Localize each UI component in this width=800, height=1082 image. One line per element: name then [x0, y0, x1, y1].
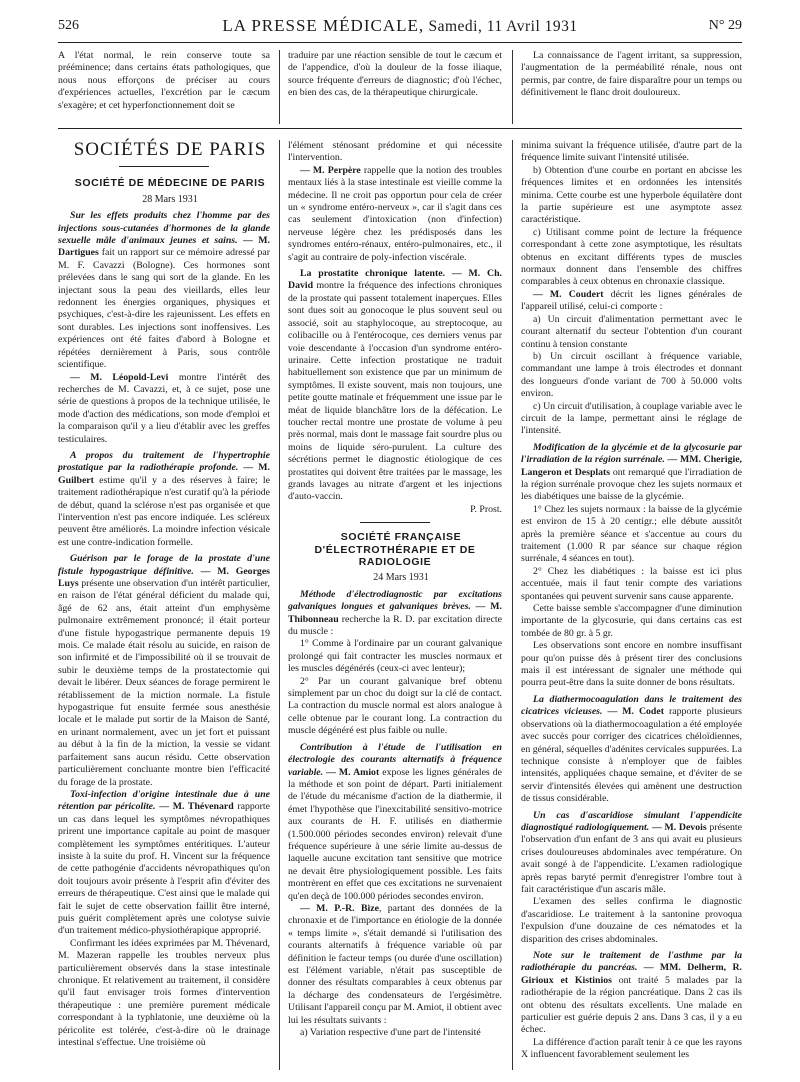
society-heading: SOCIÉTÉ FRANÇAISE D'ÉLECTROTHÉRAPIE ET DE RADIOLOGIE: [314, 531, 476, 568]
paragraph: l'élément sténosant prédomine et qui nécessite l'intervention.: [288, 140, 502, 164]
article: Contribution à l'étude de l'utilisation en électrologie des courants alternatifs à fréquence variable. — M. Amiot expose les lignes générales de la méthode et son point de départ. Parti initialement de l'étude du mécanisme d'action de la diathermie, il émet l'hypothèse que l'inexcitabilité sensitivo-motrice aux courants de H. F. utilisés en diathermie (1.500.000 périodes secondes environ) relevait d'une fréquence supérieure à une série limite au-dessus de laquelle aucune excitation tant sensitive que motrice ne devait être physiologiquement possible. Les faits montrèrent en effet que ces excitations ne survenaient qu'en deçà de 100.000 périodes secondes environ.: [288, 741, 502, 902]
column-divider: [512, 50, 513, 124]
paragraph: L'examen des selles confirma le diagnostic d'ascaridiose. Le traitement à la santonine provoqua l'expulsion d'une douzaine de ces nématodes et la disparition des crises abdominales.: [521, 896, 742, 945]
column-divider: [279, 140, 280, 1070]
list-item: b) Obtention d'une courbe en portant en abcisse les fréquences limites et en ordonnées les intensités minima. Cette courbe est une hyperbole équilatère dont la partie supérieure est une asymptote assez caractéristique.: [521, 164, 742, 226]
article: — M. Léopold-Levi montre l'intérêt des recherches de M. Cavazzi, et, à ce sujet, pose une série de questions à propos de la technique utilisée, le mode d'action des médications, son mode d'emploi et la comparaison qu'il y a lieu d'établir avec les greffes testiculaires.: [58, 371, 270, 445]
article: Sur les effets produits chez l'homme par des injections sous-cutanées d'hormones de la glande sexuelle mâle d'animaux jeunes et sains. — M. Dartigues fait un rapport sur ce mémoire adressé par M. F. Cavazzi (Bologne). Ces hormones sont prélevées dans le sang qui sort de la glande. En les injectant sous la peau des vieillards, elles leur redonnent les énergies organiques, physiques et psychiques, c'est-à-dire les rajeunissent. Les effets en sont durables. Les injections sont inoffensives. Les expériences ont été faites d'abord à Bologne et répétées dernièrement à Paris, sous contrôle scientifique.: [58, 210, 270, 371]
top-col-3: [521, 50, 742, 100]
article: A propos du traitement de l'hypertrophie prostatique par la radiothérapie profonde. — M. Guilbert estime qu'il y a des réserves à faire; le traitement radiothérapique n'est curatif qu'à la période de début, quand la sclérose n'est pas organisée et que l'intervention n'est pas encore indiquée. Les scléreux peuvent être améliorés. La moindre infection vésicale est une contre-indication formelle.: [58, 449, 270, 548]
paragraph: Confirmant les idées exprimées par M. Thévenard, M. Mazeran rappelle les troubles nerveux plus particulièrement observés dans la stase intestinale chronique. Et relativement au traitement, il considère qu'il faut envisager trois formes d'intervention thérapeutique : une première purement médicale correspondant à la typhlatonie, une deuxième où la péricolite est tolérée, c'est-à-dire où le drainage intestinal s'effectue. Une troisième où: [58, 937, 270, 1049]
list-item: c) Utilisant comme point de lecture la fréquence correspondant à cette zone asymptotique, les résultats obtenus en excitant différents types de muscles normaux donnent dans l'ensemble des chiffres comparables à ceux obtenus en chronaxie classique.: [521, 226, 742, 288]
header-rule: [58, 42, 742, 43]
article: La prostatite chronique latente. — M. Ch. David montre la fréquence des infections chroniques de la prostate qui passent totalement inaperçues. Elles sont dues soit au gonocoque le plus souvent seul ou associé, soit au staphylocoque, au streptocoque, au colibacille ou à l'entérocoque, ces derniers venus par voie descendante à l'occasion d'un syndrome entéro-urinaire. Cette infection prostatique ne traduit habituellement son existence que par un minimum de symptômes. Il existe souvent, mais non toujours, une petite goutte matinale et fréquemment une issue par le méat de liquide blanchâtre lors de la défécation. Le toucher rectal montre une prostate de volume à peu près normal, mais dont le massage fait sourdre plus ou moins de liquide séro-purulent. La culture des sécrétions permet le diagnostic étiologique de ces prostatites qui doivent être traitées par le massage, les grands lavages au nitrate d'argent et les injections d'auto-vaccin.: [288, 268, 502, 503]
list-item: 2° Par un courant galvanique bref obtenu simplement par un choc du doigt sur la clé de contact. La contraction du muscle normal est alors analogue à celle obtenue par le courant long. La contraction du muscle dégénéré est plus faible ou nulle.: [288, 675, 502, 737]
top-col-1: [58, 50, 270, 112]
issue-number: N° 29: [708, 18, 742, 33]
column-3: [521, 140, 742, 1062]
article: — M. P.-R. Bize, partant des données de la chronaxie et de l'importance en étiologie de la donnée « temps limite », s'était demandé si l'utilisation des courants alternatifs à fréquence variable où par définition le facteur temps (ou durée d'une oscillation) est l'élément variable, n'était pas susceptible de donner des résultats comparables à ceux obtenus par la décharge des condensateurs de l'ergésimètre. Utilisant l'appareil conçu par M. Amiot, il obtient avec lui les résultats suivants :: [288, 902, 502, 1026]
column-2: [288, 140, 502, 1039]
article: — M. Coudert décrit les lignes générales de l'appareil utilisé, celui-ci comporte :: [521, 288, 742, 313]
list-item: a) Variation respective d'une part de l'intensité: [300, 1027, 481, 1039]
list-item: b) Un circuit oscillant à fréquence variable, commandant une lampe à trois électrodes et donnant des longueurs d'onde variant de 700 à 50.000 volts environ.: [521, 350, 742, 400]
session-date: 24 Mars 1931: [373, 572, 429, 584]
top-col-2: [288, 50, 502, 100]
article: Note sur le traitement de l'asthme par la radiothérapie du pancréas. — MM. Delherm, R. Girioux et Kistinios ont traité 5 malades par la radiothérapie de la région pancréatique. Dans 2 cas ils ont obtenu des résultats excellents. Une malade en particulier est guérie depuis 2 ans. Dans 3 cas, il y a eu échec.: [521, 950, 742, 1036]
list-item: 1° Chez les sujets normaux : la baisse de la glycémie est environ de 15 à 20 centigr.; elle débute aussitôt après la première séance et s'accentue au cours du traitement (1.000 R par séance sur chaque région surrénale, 4 séances en tout).: [521, 503, 742, 565]
issue-date: Samedi, 11 Avril 1931: [428, 18, 578, 35]
page-header: [58, 18, 742, 40]
article: Guérison par le forage de la prostate d'une fistule hypogastrique définitive. — M. Georges Luys présente une observation d'un intérêt particulier, en raison de l'état général déficient du malade qui, âgé de 62 ans, était atteint d'un emphysème pulmonaire extrêmement prononcé; il était porteur d'une fistule hypogastrique permanente depuis 19 mois. Ce malade était résolu au suicide, en raison de son infirmité et de l'impossibilité où il se trouvait de subir le deuxième temps de la prostatectomie qui devait le libérer. Deux séances de forage permirent le rétablissement de la miction normale. La fistule hypogastrique fut ensuite fermée sous anesthésie locale et le malade put sortir de la Maison de Santé, en urinant normalement, avec un jet fort et puissant au début à la fin de la miction, la vessie se vidant parfaitement sans aucun résidu. Cette observation particulièrement concluante montre bien l'efficacité du forage de la prostate.: [58, 553, 270, 788]
paragraph: Les observations sont encore en nombre insuffisant pour qu'on puisse dès à présent tirer des conclusions mais il est intéressant de signaler une méthode qui pourra peut-être dans la suite donner de bons résultats.: [521, 640, 742, 689]
section-title: SOCIÉTÉS DE PARIS: [73, 139, 267, 160]
journal-title: [58, 16, 742, 36]
list-item: c) Un circuit d'utilisation, à couplage variable avec le circuit de la lampe, permettant ainsi le réglage de l'intensité.: [521, 400, 742, 437]
top-text-1: A l'état normal, le rein conserve toute sa prééminence; dans certains états pathologiques, que nous nous efforçons de préciser au cours d'expériences actuelles, l'excrétion par le cæcum s'exagère; et cet hyperfonctionnement doit se: [58, 50, 270, 111]
page-number: 526: [58, 18, 79, 33]
list-item: 1° Comme à l'ordinaire par un courant galvanique prolongé qui fait contracter les muscles normaux et les muscles dégénérés (ceux-ci avec lenteur);: [288, 638, 502, 675]
paragraph: minima suivant la fréquence utilisée, d'autre part de la fréquence limite suivant l'intensité utilisée.: [521, 140, 742, 164]
article: La diathermocoagulation dans le traitement des cicatrices vicieuses. — M. Codet rapporte plusieurs observations où la diathermocoagulation a été employée avec succès pour corriger des cicatrices chéloïdiennes, en général, séquelles d'adénites cervicales suppurées. La technique consiste à n'employer que de faibles intensités, appliquées chaque semaine, et d'éviter de se servir d'intensités élevées qui amènent une destruction de tissus considérable.: [521, 693, 743, 805]
column-1: [58, 140, 270, 1049]
top-text-2: traduire par une réaction sensible de tout le cæcum et de l'appendice, d'où la douleur de la fosse iliaque, source fréquente d'erreurs de diagnostic; d'où l'échec, en bien des cas, de la thérapeutique chirurgicale.: [288, 50, 502, 99]
society-heading: SOCIÉTÉ DE MÉDECINE DE PARIS: [74, 177, 266, 190]
article: Un cas d'ascaridiose simulant l'appendicite diagnostiqué radiologiquement. — M. Devois présente l'observation d'un enfant de 3 ans qui avait eu plusieurs crises douloureuses abdominales avec température. On avait songé à de l'appendicite. L'examen radiologique après repas baryté permit d'enregistrer l'ombre tout à fait caractéristique d'un ascaris mâle.: [521, 809, 743, 895]
section-rule: [58, 128, 742, 129]
list-item: a) Un circuit d'alimentation permettant avec le courant alternatif du secteur l'obtention d'un courant continu à tension constante: [521, 313, 742, 350]
list-item: 2° Chez les diabétiques : la baisse est ici plus accentuée, mais il faut tenir compte des variations spontanées qui peuvent survenir sans cause apparente.: [521, 565, 742, 602]
session-date: 28 Mars 1931: [142, 193, 198, 205]
article: Modification de la glycémie et de la glycosurie par l'irradiation de la région surrénale. — MM. Cherigie, Langeron et Desplats ont remarqué que l'irradiation de la région surrénale provoque chez les sujets normaux et les diabétiques une baisse de la glycémie.: [521, 441, 743, 503]
column-divider: [512, 140, 513, 1070]
article: Méthode d'électrodiagnostic par excitations galvaniques longues et galvaniques brèves. — M. Thibonneau recherche la R. D. par excitation directe du muscle :: [288, 588, 502, 638]
signature: P. Prost.: [470, 503, 502, 515]
paragraph: La différence d'action paraît tenir à ce que les rayons X influencent favorablement seulement les: [521, 1036, 742, 1061]
article: — M. Perpère rappelle que la notion des troubles mentaux liés à la stase intestinale est vieille comme la médecine. Il ne croit pas opportun pour cela de créer un « syndrome entéro-nerveux », car il s'agit dans ces cas seulement d'intoxication (non d'infection) nerveuse légère chez les prédisposés dans les syndromes entéro-rénaux, entéro-pulmonaires, etc., il s'agit au contraire de poly-infection viscérale.: [288, 164, 502, 263]
top-text-3: La connaissance de l'agent irritant, sa suppression, l'augmentation de la perméabilité rénale, nous ont permis, par contre, de faire disparaître pour un temps ou définitivement le flanc droit douloureux.: [521, 50, 742, 99]
journal-name: LA PRESSE MÉDICALE,: [222, 16, 425, 35]
article: Toxi-infection d'origine intestinale due à une rétention par péricolite. — M. Thévenard rapporte un cas dans lequel les symptômes névropathiques prirent une importance capitale au point de masquer complètement les symptômes entéritiques. L'auteur insiste à la suite du prof. H. Vincent sur la fréquence de cette pathogénie d'accidents névropathiques qu'on doit toujours avoir présente à l'esprit afin d'éviter des erreurs de thérapeutique. C'est ainsi que le malade qui fait le sujet de cette observation faillit être interné, puis guérit complètement après une colotyse suivie d'un traitement médico-physiothérapique approprié.: [58, 788, 270, 937]
column-divider: [279, 50, 280, 124]
paragraph: Cette baisse semble s'accompagner d'une diminution importante de la glycosurie, qui dans certains cas est tombée de 80 gr. à 5 gr.: [521, 603, 742, 639]
